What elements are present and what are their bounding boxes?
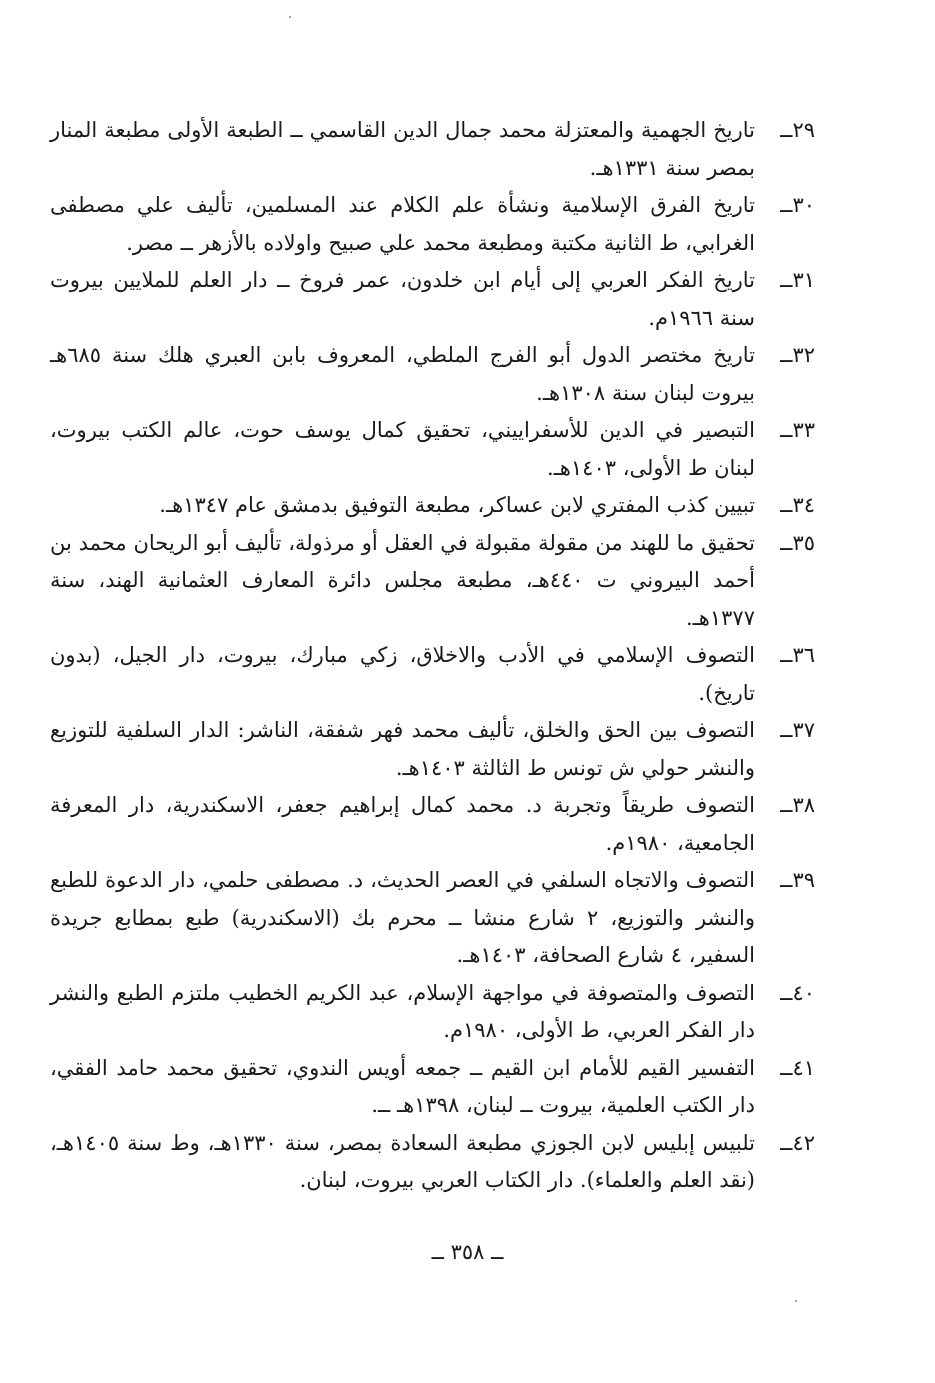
entry-number: ٣٦ــ — [780, 643, 815, 667]
bibliography-entry-42 — [50, 1125, 815, 1200]
entry-text: التصوف طريقاً وتجربة د. محمد كمال إبراهيم جعفر، الاسكندرية، دار المعرفة الجامعية، ١٩٨٠م. — [50, 793, 755, 855]
bibliography-entry-30 — [50, 187, 815, 262]
entry-text: تلبيس إبليس لابن الجوزي مطبعة السعادة بمصر، سنة ١٣٣٠هـ، وط سنة ١٤٠٥هـ، (نقد العلم والعلماء). دار الكتاب العربي بيروت، لبنان. — [50, 1130, 755, 1192]
bibliography-entry-33 — [50, 412, 815, 487]
bibliography-entry-40 — [50, 975, 815, 1050]
entry-number: ٣٢ــ — [780, 343, 815, 367]
bibliography-entry-39 — [50, 862, 815, 975]
scan-speck — [795, 1300, 797, 1302]
page-number: ــ ٣٥٨ ــ — [431, 1240, 504, 1264]
bibliography-list — [50, 112, 815, 1200]
entry-number: ٢٩ــ — [780, 118, 815, 142]
entry-number: ٣٩ــ — [780, 868, 815, 892]
entry-text: التصوف الإسلامي في الأدب والاخلاق، زكي مبارك، بيروت، دار الجيل، (بدون تاريخ). — [50, 643, 755, 705]
entry-number: ٣٧ــ — [780, 718, 815, 742]
entry-text: تاريخ مختصر الدول أبو الفرج الملطي، المعروف بابن العبري هلك سنة ٦٨٥هـ بيروت لبنان سنة ١٣٠٨هـ. — [50, 343, 755, 405]
entry-number: ٤٢ــ — [780, 1130, 815, 1155]
bibliography-entry-29 — [50, 112, 815, 187]
entry-text: تاريخ الفرق الإسلامية ونشأة علم الكلام عند المسلمين، تأليف علي مصطفى الغرابي، ط الثانية مكتبة ومطبعة محمد علي صبيح واولاده بالأزهر ــ مصر. — [50, 193, 755, 255]
entry-number: ٣٣ــ — [780, 418, 815, 442]
bibliography-entry-38 — [50, 787, 815, 862]
bibliography-entry-35 — [50, 525, 815, 638]
bibliography-entry-34 — [50, 487, 815, 525]
entry-text: التبصير في الدين للأسفراييني، تحقيق كمال يوسف حوت، عالم الكتب بيروت، لبنان ط الأولى، ١٤٠٣هـ. — [50, 418, 755, 480]
entry-number: ٣٥ــ — [780, 530, 815, 555]
entry-number: ٣٠ــ — [780, 193, 815, 217]
entry-number: ٤٠ــ — [780, 980, 815, 1005]
scan-speck — [289, 16, 291, 18]
entry-text: التصوف والاتجاه السلفي في العصر الحديث، د. مصطفى حلمي، دار الدعوة للطبع والنشر والتوزيع، ٢ شارع منشا ــ محرم بك (الاسكندرية) طبع بمطابع جريدة السفير، ٤ شارع الصحافة، ١٤٠٣هـ. — [50, 868, 755, 967]
entry-text: تبيين كذب المفتري لابن عساكر، مطبعة التوفيق بدمشق عام ١٣٤٧هـ. — [159, 493, 755, 517]
bibliography-entry-36 — [50, 637, 815, 712]
entry-text: تاريخ الجهمية والمعتزلة محمد جمال الدين القاسمي ــ الطبعة الأولى مطبعة المنار بمصر سنة ١٣٣١هـ. — [50, 118, 755, 180]
entry-number: ٤١ــ — [780, 1055, 815, 1080]
entry-number: ٣٨ــ — [780, 793, 815, 817]
entry-number: ٣٤ــ — [780, 493, 815, 517]
entry-text: تاريخ الفكر العربي إلى أيام ابن خلدون، عمر فروخ ــ دار العلم للملايين بيروت سنة ١٩٦٦م. — [50, 268, 755, 330]
bibliography-entry-32 — [50, 337, 815, 412]
entry-number: ٣١ــ — [780, 268, 815, 292]
entry-text: التفسير القيم للأمام ابن القيم ــ جمعه أويس الندوي، تحقيق محمد حامد الفقي، دار الكتب العلمية، بيروت ــ لبنان، ١٣٩٨هـ ــ. — [50, 1055, 755, 1117]
entry-text: التصوف بين الحق والخلق، تأليف محمد فهر شفقة، الناشر: الدار السلفية للتوزيع والنشر حولي ش تونس ط الثالثة ١٤٠٣هـ. — [50, 718, 755, 780]
bibliography-entry-41 — [50, 1050, 815, 1125]
bibliography-entry-31 — [50, 262, 815, 337]
entry-text: التصوف والمتصوفة في مواجهة الإسلام، عبد الكريم الخطيب ملتزم الطبع والنشر دار الفكر العربي، ط الأولى، ١٩٨٠م. — [50, 980, 755, 1042]
bibliography-entry-37 — [50, 712, 815, 787]
entry-text: تحقيق ما للهند من مقولة مقبولة في العقل أو مرذولة، تأليف أبو الريحان محمد بن أحمد البيروني ت ٤٤٠هـ، مطبعة مجلس دائرة المعارف العثمانية الهند، سنة ١٣٧٧هـ. — [50, 530, 755, 630]
